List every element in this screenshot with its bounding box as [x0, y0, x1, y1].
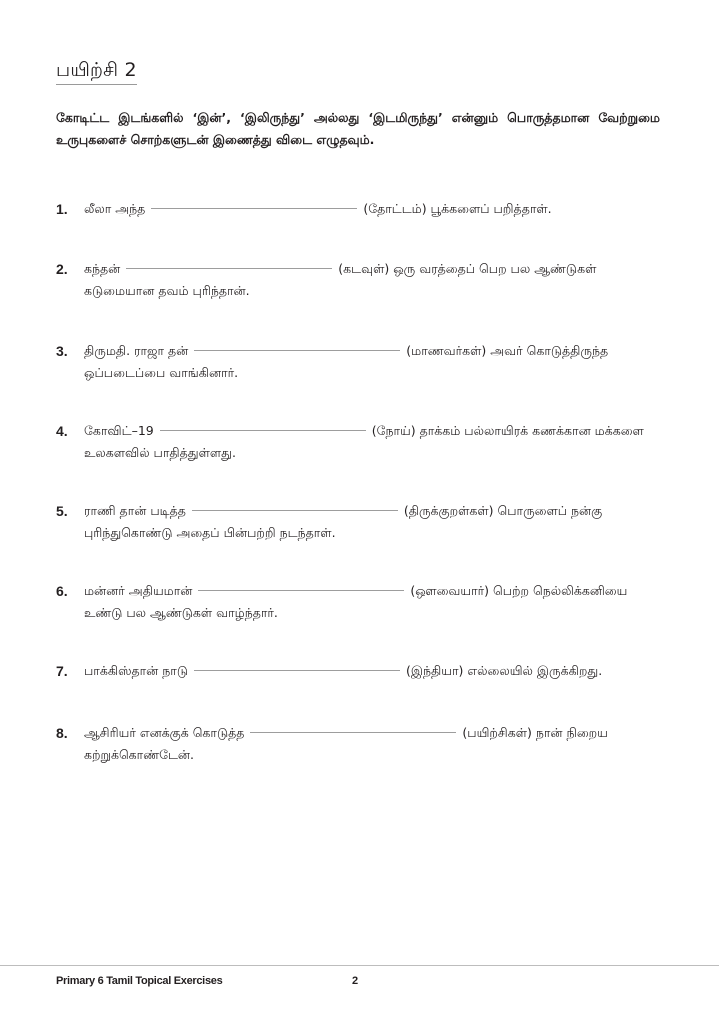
answer-blank[interactable] — [198, 589, 404, 591]
answer-blank[interactable] — [194, 669, 400, 671]
question-5 — [56, 500, 660, 544]
question-number: 7. — [56, 663, 68, 679]
question-text-after: (தோட்டம்) பூக்களைப் பறித்தாள். — [363, 201, 552, 216]
question-number: 6. — [56, 583, 68, 599]
question-2 — [56, 258, 660, 302]
question-number: 5. — [56, 503, 68, 519]
page-number: 2 — [352, 975, 359, 987]
question-number: 4. — [56, 423, 68, 439]
question-text-after: (ஔவையார்) பெற்ற நெல்லிக்கனியை உண்டு பல ஆண்டுகள் வாழ்ந்தார். — [84, 583, 628, 620]
question-text-before: லீலா அந்த — [84, 201, 146, 216]
question-text-after: (நோய்) தாக்கம் பல்லாயிரக் கணக்கான மக்களை உலகளவில் பாதித்துள்ளது. — [84, 423, 644, 460]
question-number: 1. — [56, 201, 68, 217]
question-text-after: (திருக்குறள்கள்) பொருளைப் நன்கு புரிந்துகொண்டு அதைப் பின்பற்றி நடந்தாள். — [84, 503, 603, 540]
question-3 — [56, 340, 660, 384]
question-text-after: (மாணவர்கள்) அவர் கொடுத்திருந்த ஒப்படைப்பை வாங்கினார். — [84, 343, 609, 380]
question-1 — [56, 198, 660, 220]
question-7 — [56, 660, 660, 682]
answer-blank[interactable] — [192, 509, 398, 511]
answer-blank[interactable] — [194, 349, 400, 351]
question-text-before: கோவிட்–19 — [84, 423, 154, 438]
question-4 — [56, 420, 660, 464]
answer-blank[interactable] — [126, 267, 332, 269]
question-text-before: திருமதி. ராஜா தன் — [84, 343, 189, 358]
question-text-before: ஆசிரியர் எனக்குக் கொடுத்த — [84, 725, 245, 740]
question-number: 2. — [56, 261, 68, 277]
question-number: 3. — [56, 343, 68, 359]
answer-blank[interactable] — [160, 429, 366, 431]
question-text-after: (இந்தியா) எல்லையில் இருக்கிறது. — [405, 663, 603, 678]
answer-blank[interactable] — [151, 207, 357, 209]
question-6 — [56, 580, 660, 624]
footer-book-title: Primary 6 Tamil Topical Exercises — [56, 975, 223, 987]
question-8 — [56, 722, 660, 766]
question-text-before: பாக்கிஸ்தான் நாடு — [84, 663, 188, 678]
question-text-before: மன்னர் அதியமான் — [84, 583, 193, 598]
question-number: 8. — [56, 725, 68, 741]
question-text-after: (கடவுள்) ஒரு வரத்தைப் பெற பல ஆண்டுகள் கடுமையான தவம் புரிந்தான். — [84, 261, 597, 298]
exercise-title: பயிற்சி 2 — [56, 58, 137, 85]
footer-divider — [0, 965, 719, 966]
question-text-before: கந்தன் — [84, 261, 121, 276]
question-text-after: (பயிற்சிகள்) நான் நிறைய கற்றுக்கொண்டேன். — [84, 725, 608, 762]
instructions: கோடிட்ட இடங்களில் ‘இன்’, ‘இலிருந்து’ அல்லது ‘இடமிருந்து’ என்னும் பொருத்தமான வேற்றுமை உருபுகளைச் சொற்களுடன் இணைத்து விடை எழுதவும். — [56, 110, 660, 147]
answer-blank[interactable] — [250, 731, 456, 733]
question-text-before: ராணி தான் படித்த — [84, 503, 186, 518]
